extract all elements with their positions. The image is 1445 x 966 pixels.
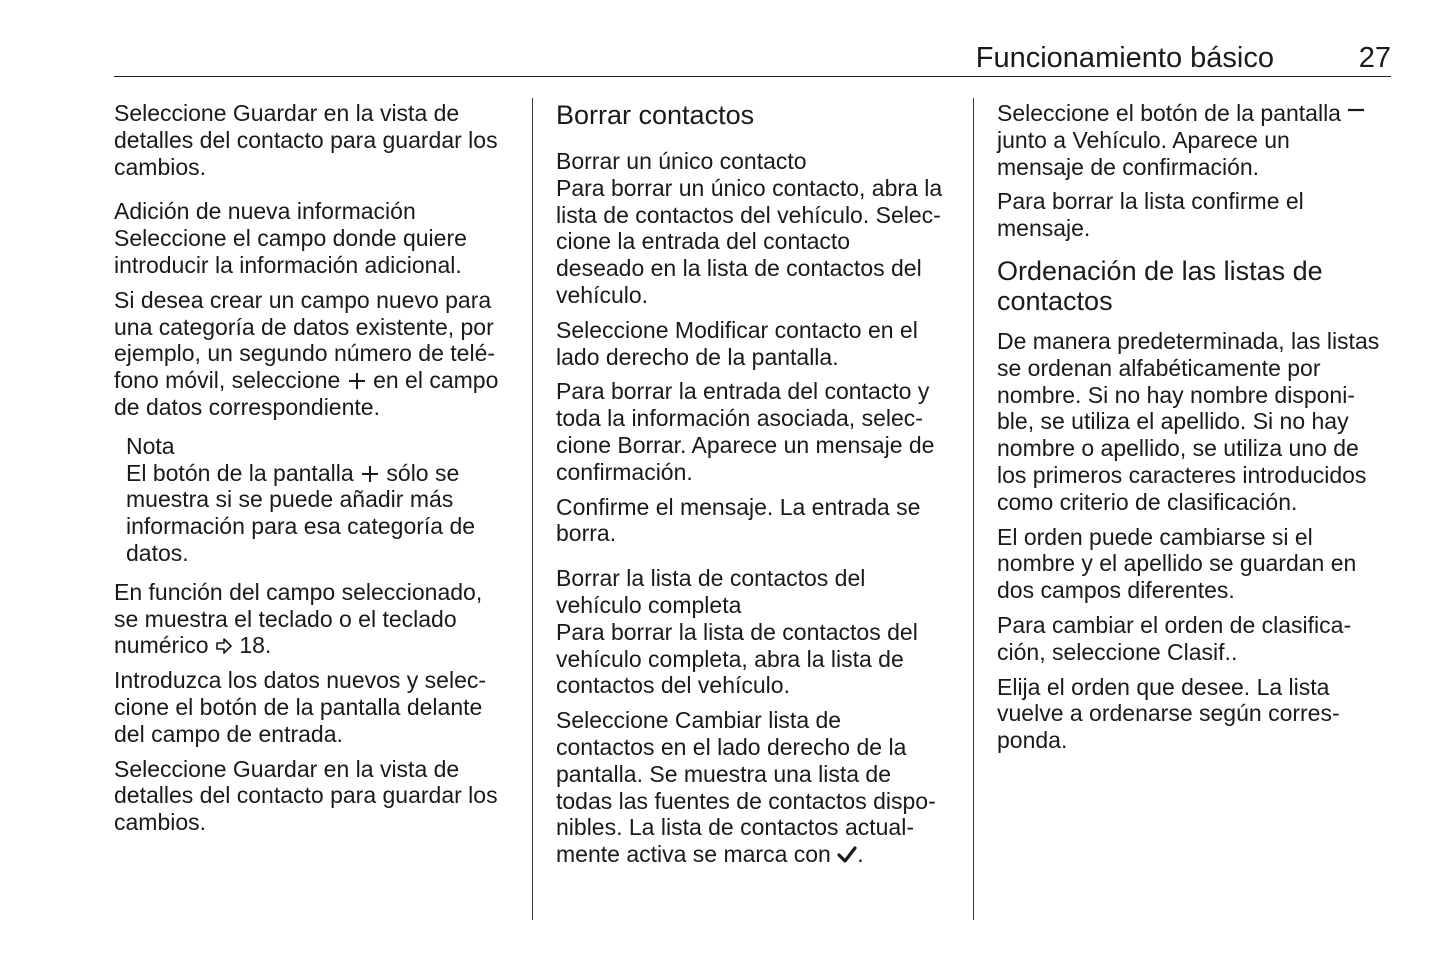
- plus-icon: [360, 460, 380, 487]
- page-header: [114, 38, 1391, 77]
- note-title: Nota: [126, 432, 175, 459]
- section-title: Funcionamiento básico: [975, 42, 1274, 74]
- column-3: [997, 100, 1391, 762]
- paragraph: Seleccione Guardar en la vista de detalles del contacto para guardar los cambios.: [114, 755, 498, 836]
- subheading: Borrar la lista de contactos del vehículo completa: [556, 565, 866, 618]
- paragraph: De manera predeterminada, las listas se ordenan alfabéticamente por nombre. Si no hay nombre disponi‐ ble, se utiliza el apellido. Si no hay nombre o apellido, se utiliza uno de los primeros caracteres introducidos como criterio de clasificación.: [997, 327, 1380, 515]
- paragraph: Para borrar la lista confirme el mensaje.: [997, 188, 1304, 242]
- paragraph: Elija el orden que desee. La lista vuelve a ordenarse según corres‐ ponda.: [997, 673, 1340, 754]
- subheading: Borrar un único contacto: [556, 148, 807, 174]
- column-divider: [532, 98, 533, 920]
- paragraph: Introduzca los datos nuevos y selec‐ cione el botón de la pantalla delante del campo de entrada.: [114, 667, 487, 747]
- paragraph: Si desea crear un campo nuevo para una categoría de datos existente, por ejemplo, un segundo número de telé‐ fono móvil, seleccione en el campo de datos correspondiente.: [114, 286, 499, 420]
- paragraph: Confirme el mensaje. La entrada se borra.: [556, 493, 921, 547]
- paragraph: Para borrar la lista de contactos del vehículo completa, abra la lista de contactos del vehículo.: [556, 618, 918, 699]
- paragraph: Para borrar un único contacto, abra la lista de contactos del vehículo. Selec‐ cione la entrada del contacto deseado en la lista de contactos del vehículo.: [556, 174, 943, 308]
- section-heading: Ordenación de las listas de contactos: [997, 255, 1323, 316]
- minus-icon: [1347, 100, 1365, 127]
- arrow-right-outline-icon: [215, 632, 233, 659]
- column-1: [114, 100, 514, 844]
- paragraph: Seleccione Modificar contacto en el lado derecho de la pantalla.: [556, 316, 918, 370]
- paragraph: Seleccione el campo donde quiere introducir la información adicional.: [114, 225, 467, 278]
- section-heading: Borrar contactos: [556, 100, 755, 130]
- paragraph: En función del campo seleccionado, se muestra el teclado o el teclado numérico 18.: [114, 578, 483, 659]
- column-2: [556, 100, 956, 876]
- paragraph: El orden puede cambiarse si el nombre y el apellido se guardan en dos campos diferentes.: [997, 523, 1357, 604]
- paragraph: Seleccione el botón de la pantalla junto a Vehículo. Aparece un mensaje de confirmación.: [997, 100, 1391, 180]
- note-box: [126, 433, 514, 567]
- paragraph: Seleccione Guardar en la vista de detalles del contacto para guardar los cambios.: [114, 100, 498, 180]
- check-icon: [837, 841, 857, 868]
- page-number: 27: [1358, 42, 1391, 74]
- note-text: El botón de la pantalla sólo se muestra si se puede añadir más información para esa categoría de datos.: [126, 459, 476, 566]
- subheading: Adición de nueva información: [114, 198, 416, 225]
- plus-icon: [347, 367, 367, 394]
- paragraph: Para borrar la entrada del contacto y toda la información asociada, selec‐ cione Borrar. Aparece un mensaje de confirmación.: [556, 378, 935, 485]
- paragraph: Seleccione Cambiar lista de contactos en el lado derecho de la pantalla. Se muestra una lista de todas las fuentes de contactos dispo‐ nibles. La lista de contactos actual‐ mente activa se marca con .: [556, 707, 936, 868]
- paragraph: Para cambiar el orden de clasifica‐ ción, seleccione Clasif..: [997, 611, 1352, 665]
- column-divider: [973, 98, 974, 920]
